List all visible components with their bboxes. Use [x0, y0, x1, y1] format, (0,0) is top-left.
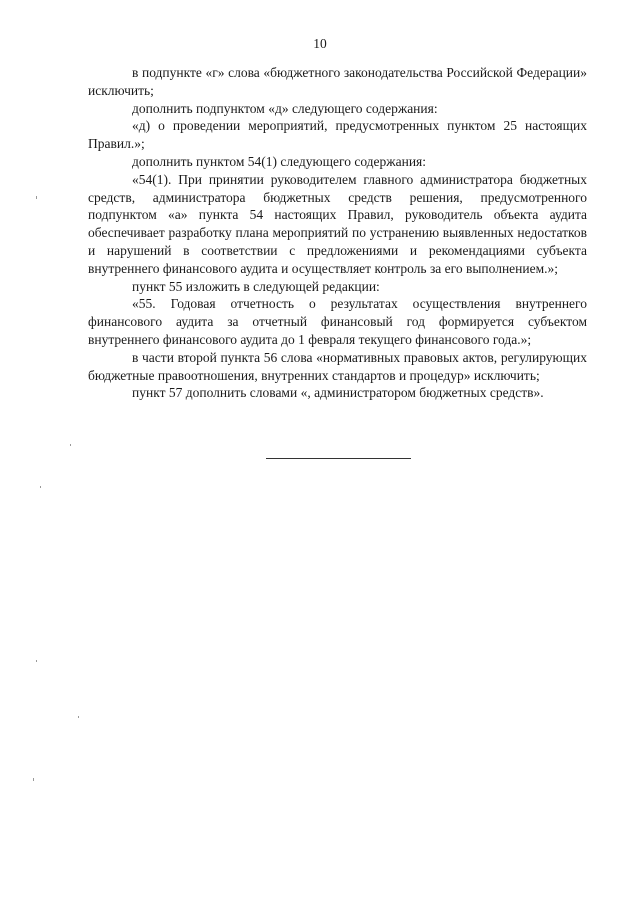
document-body — [88, 64, 587, 402]
scan-speck — [78, 716, 79, 718]
paragraph: пункт 55 изложить в следующей редакции: — [132, 278, 380, 294]
scan-speck — [36, 660, 37, 662]
paragraph: дополнить подпунктом «д» следующего содержания: — [132, 100, 438, 116]
page-number: 10 — [313, 36, 327, 51]
paragraph: пункт 57 дополнить словами «, администратором бюджетных средств». — [132, 385, 544, 401]
paragraph: «55. Годовая отчетность о результатах осуществления внутреннего финансового аудита за отчетный финансовый год формируется субъектом внутреннего финансового аудита до 1 февраля текущего финансового года.»; — [88, 296, 587, 347]
paragraph: в части второй пункта 56 слова «нормативных правовых актов, регулирующих бюджетные правоотношения, внутренних стандартов и процедур» исключить; — [88, 349, 587, 383]
scan-speck — [40, 486, 41, 488]
paragraph: в подпункте «г» слова «бюджетного законодательства Российской Федерации» исключить; — [88, 65, 587, 98]
paragraph: «д) о проведении мероприятий, предусмотренных пунктом 25 настоящих Правил.»; — [88, 118, 587, 152]
scan-speck — [33, 778, 34, 781]
scan-speck — [70, 444, 71, 446]
paragraph: «54(1). При принятии руководителем главного администратора бюджетных средств, администратора бюджетных средств решения, предусмотренного подпунктом «а» пункта 54 настоящих Правил, руководитель объекта аудита обеспечивает разработку плана мероприятий по устранению выявленных недостатков и нарушений в соответствии с предложениями и рекомендациями субъекта внутреннего финансового аудита и осуществляет контроль за его выполнением.»; — [88, 171, 587, 276]
scan-speck — [36, 196, 37, 199]
paragraph: дополнить пунктом 54(1) следующего содержания: — [132, 153, 427, 169]
end-divider — [266, 458, 411, 459]
